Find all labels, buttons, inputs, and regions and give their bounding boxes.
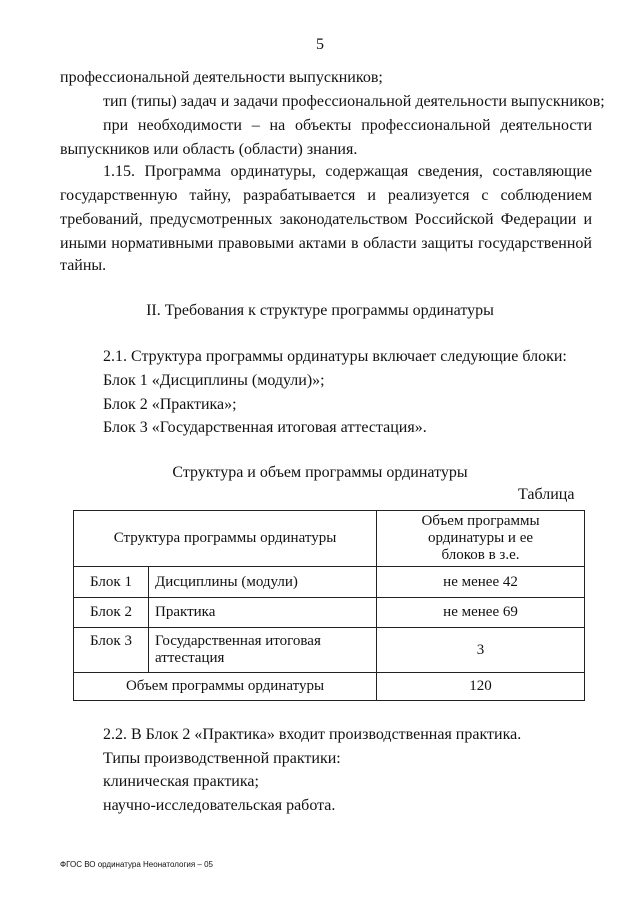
row-value: не менее 42 [377,567,585,598]
text-line: выпускников или область (области) знания. [60,141,358,158]
table-row [74,598,585,628]
row-block: Блок 1 [74,567,149,598]
header-structure: Структура программы ординатуры [74,511,377,567]
text-line: профессиональной деятельности выпускников; [60,69,383,86]
table-row [74,567,585,598]
text-line: требований, предусмотренных законодательством Российской Федерации и [60,211,592,228]
row-value: 3 [377,628,585,673]
text-line: при необходимости – на объекты профессиональной деятельности [103,117,592,134]
practice-line: Типы производственной практики: [103,750,341,767]
table-header-row [74,511,585,567]
practice-line: клиническая практика; [103,773,259,790]
total-label: Объем программы ординатуры [74,673,377,701]
text-line: 1.15. Программа ординатуры, содержащая сведения, составляющие [103,163,592,180]
text-line: тайны. [60,257,107,274]
block-item: Блок 1 «Дисциплины (модули)»; [103,372,325,389]
row-value: не менее 69 [377,598,585,628]
blocks-intro: 2.1. Структура программы ординатуры включает следующие блоки: [103,348,567,365]
table-total-row [74,673,585,701]
row-name: Государственная итоговая аттестация [149,628,377,673]
page-number: 5 [316,36,324,53]
row-block: Блок 2 [74,598,149,628]
block-item: Блок 3 «Государственная итоговая аттестация». [103,419,427,436]
table-title: Структура и объем программы ординатуры [172,464,468,481]
row-name: Практика [149,598,377,628]
table-label: Таблица [518,486,575,503]
structure-table [73,510,585,701]
practice-line: научно-исследовательская работа. [103,797,336,814]
header-volume: Объем программы ординатуры и ее блоков в з.е. [377,511,585,567]
row-block: Блок 3 [74,628,149,673]
practice-line: 2.2. В Блок 2 «Практика» входит производственная практика. [103,726,522,743]
section-title: II. Требования к структуре программы ординатуры [146,302,494,319]
table-row [74,628,585,673]
row-name: Дисциплины (модули) [149,567,377,598]
block-item: Блок 2 «Практика»; [103,396,237,413]
total-value: 120 [377,673,585,701]
text-line: тип (типы) задач и задачи профессиональной деятельности выпускников; [103,93,605,110]
text-line: иными нормативными правовыми актами в области защиты государственной [60,235,592,252]
footer-text: ФГОС ВО ординатура Неонатология – 05 [60,860,213,869]
text-line: государственную тайну, разрабатывается и реализуется с соблюдением [60,187,592,204]
